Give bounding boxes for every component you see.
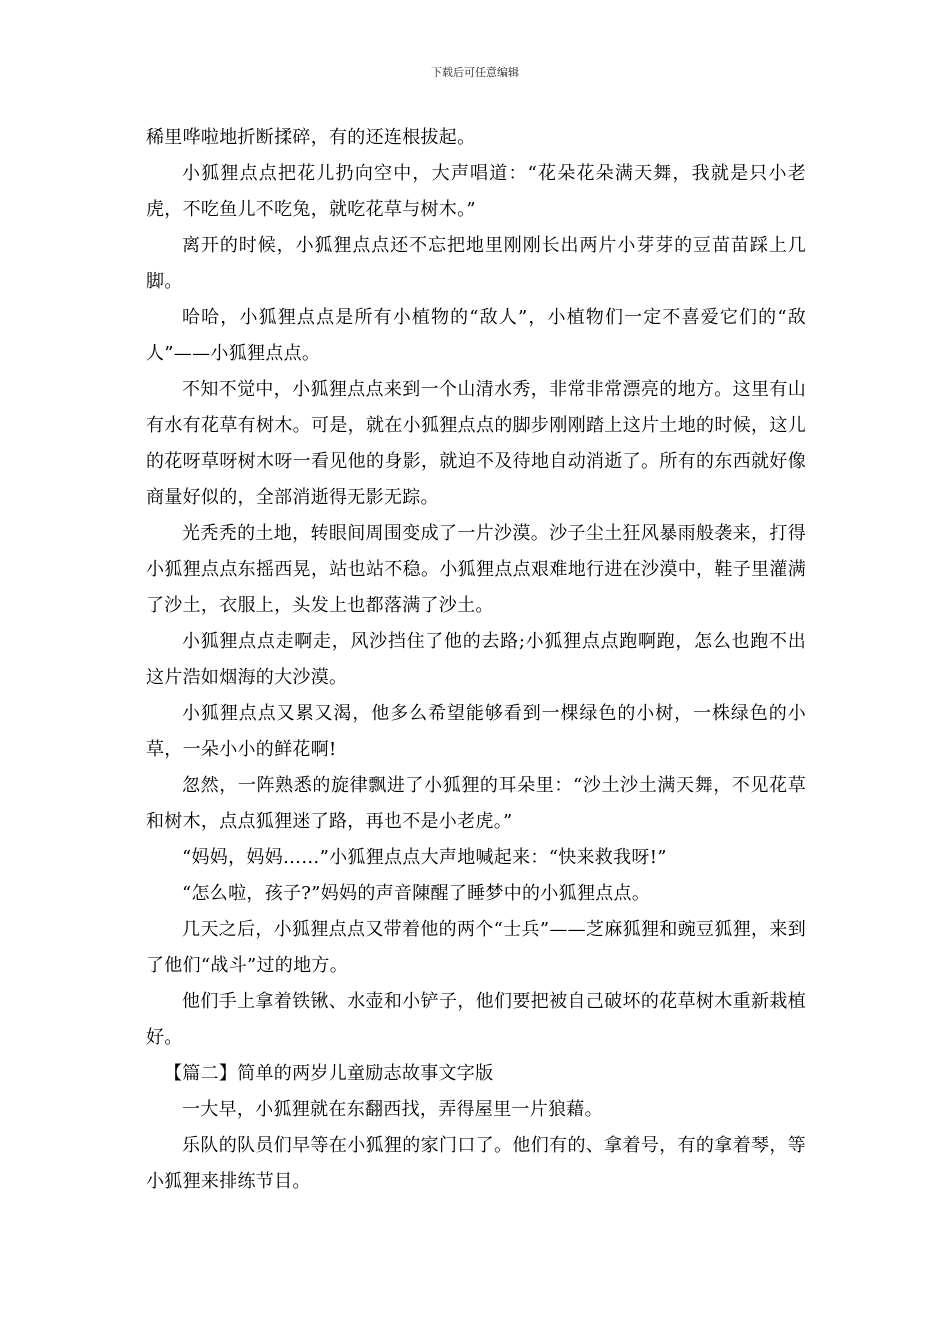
paragraph: 小狐狸点点走啊走，风沙挡住了他的去路;小狐狸点点跑啊跑，怎么也跑不出这片浩如烟海的大沙漠。: [146, 631, 806, 688]
paragraph: 哈哈，小狐狸点点是所有小植物的“敌人”，小植物们一定不喜爱它们的“敌人”——小狐狸点点。: [146, 307, 806, 364]
paragraph: 几天之后，小狐狸点点又带着他的两个“士兵”——芝麻狐狸和豌豆狐狸，来到了他们“战斗”过的地方。: [146, 919, 806, 976]
paragraph: 光秃秃的土地，转眼间周围变成了一片沙漠。沙子尘土狂风暴雨般袭来，打得小狐狸点点东摇西晃，站也站不稳。小狐狸点点艰难地行进在沙漠中，鞋子里灌满了沙土，衣服上，头发上也都落满了沙土。: [146, 523, 806, 616]
paragraph: 他们手上拿着铁锹、水壶和小铲子，他们要把被自己破坏的花草树木重新栽植好。: [146, 991, 806, 1048]
paragraph: “怎么啦，孩子?”妈妈的声音陳醒了睡梦中的小狐狸点点。: [182, 883, 651, 904]
paragraph: “妈妈，妈妈……”小狐狸点点大声地喊起来：“快来救我呀!”: [182, 847, 667, 868]
paragraph: 一大早，小狐狸就在东翻西找，弄得屋里一片狼藉。: [182, 1099, 603, 1120]
paragraph: 小狐狸点点又累又渴，他多么希望能够看到一棵绿色的小树，一株绿色的小草，一朵小小的鲜花啊!: [146, 703, 806, 760]
paragraph: 离开的时候，小狐狸点点还不忘把地里刚刚长出两片小芽芽的豆苗苗踩上几脚。: [146, 235, 806, 292]
paragraph: 乐队的队员们早等在小狐狸的家门口了。他们有的、拿着号，有的拿着琴，等小狐狸来排练节目。: [146, 1135, 806, 1192]
page-header-note: 下载后可任意编辑: [431, 66, 519, 79]
document-body: [146, 120, 806, 1200]
section-heading: 【篇二】简单的两岁儿童励志故事文字版: [164, 1063, 494, 1084]
paragraph: 不知不觉中，小狐狸点点来到一个山清水秀，非常非常漂亮的地方。这里有山有水有花草有树木。可是，就在小狐狸点点的脚步刚刚踏上这片土地的时候，这儿的花呀草呀树木呀一看见他的身影，就迫不及待地自动消逝了。所有的东西就好像商量好似的，全部消逝得无影无踪。: [146, 379, 806, 508]
paragraph: 小狐狸点点把花儿扔向空中，大声唱道：“花朵花朵满天舞，我就是只小老虎，不吃鱼儿不吃兔，就吃花草与树木。”: [146, 163, 806, 220]
paragraph: 忽然，一阵熟悉的旋律飘进了小狐狸的耳朵里：“沙土沙土满天舞，不见花草和树木，点点狐狸迷了路，再也不是小老虎。”: [146, 775, 806, 832]
paragraph: 稀里哗啦地折断揉碎，有的还连根拔起。: [146, 127, 476, 148]
